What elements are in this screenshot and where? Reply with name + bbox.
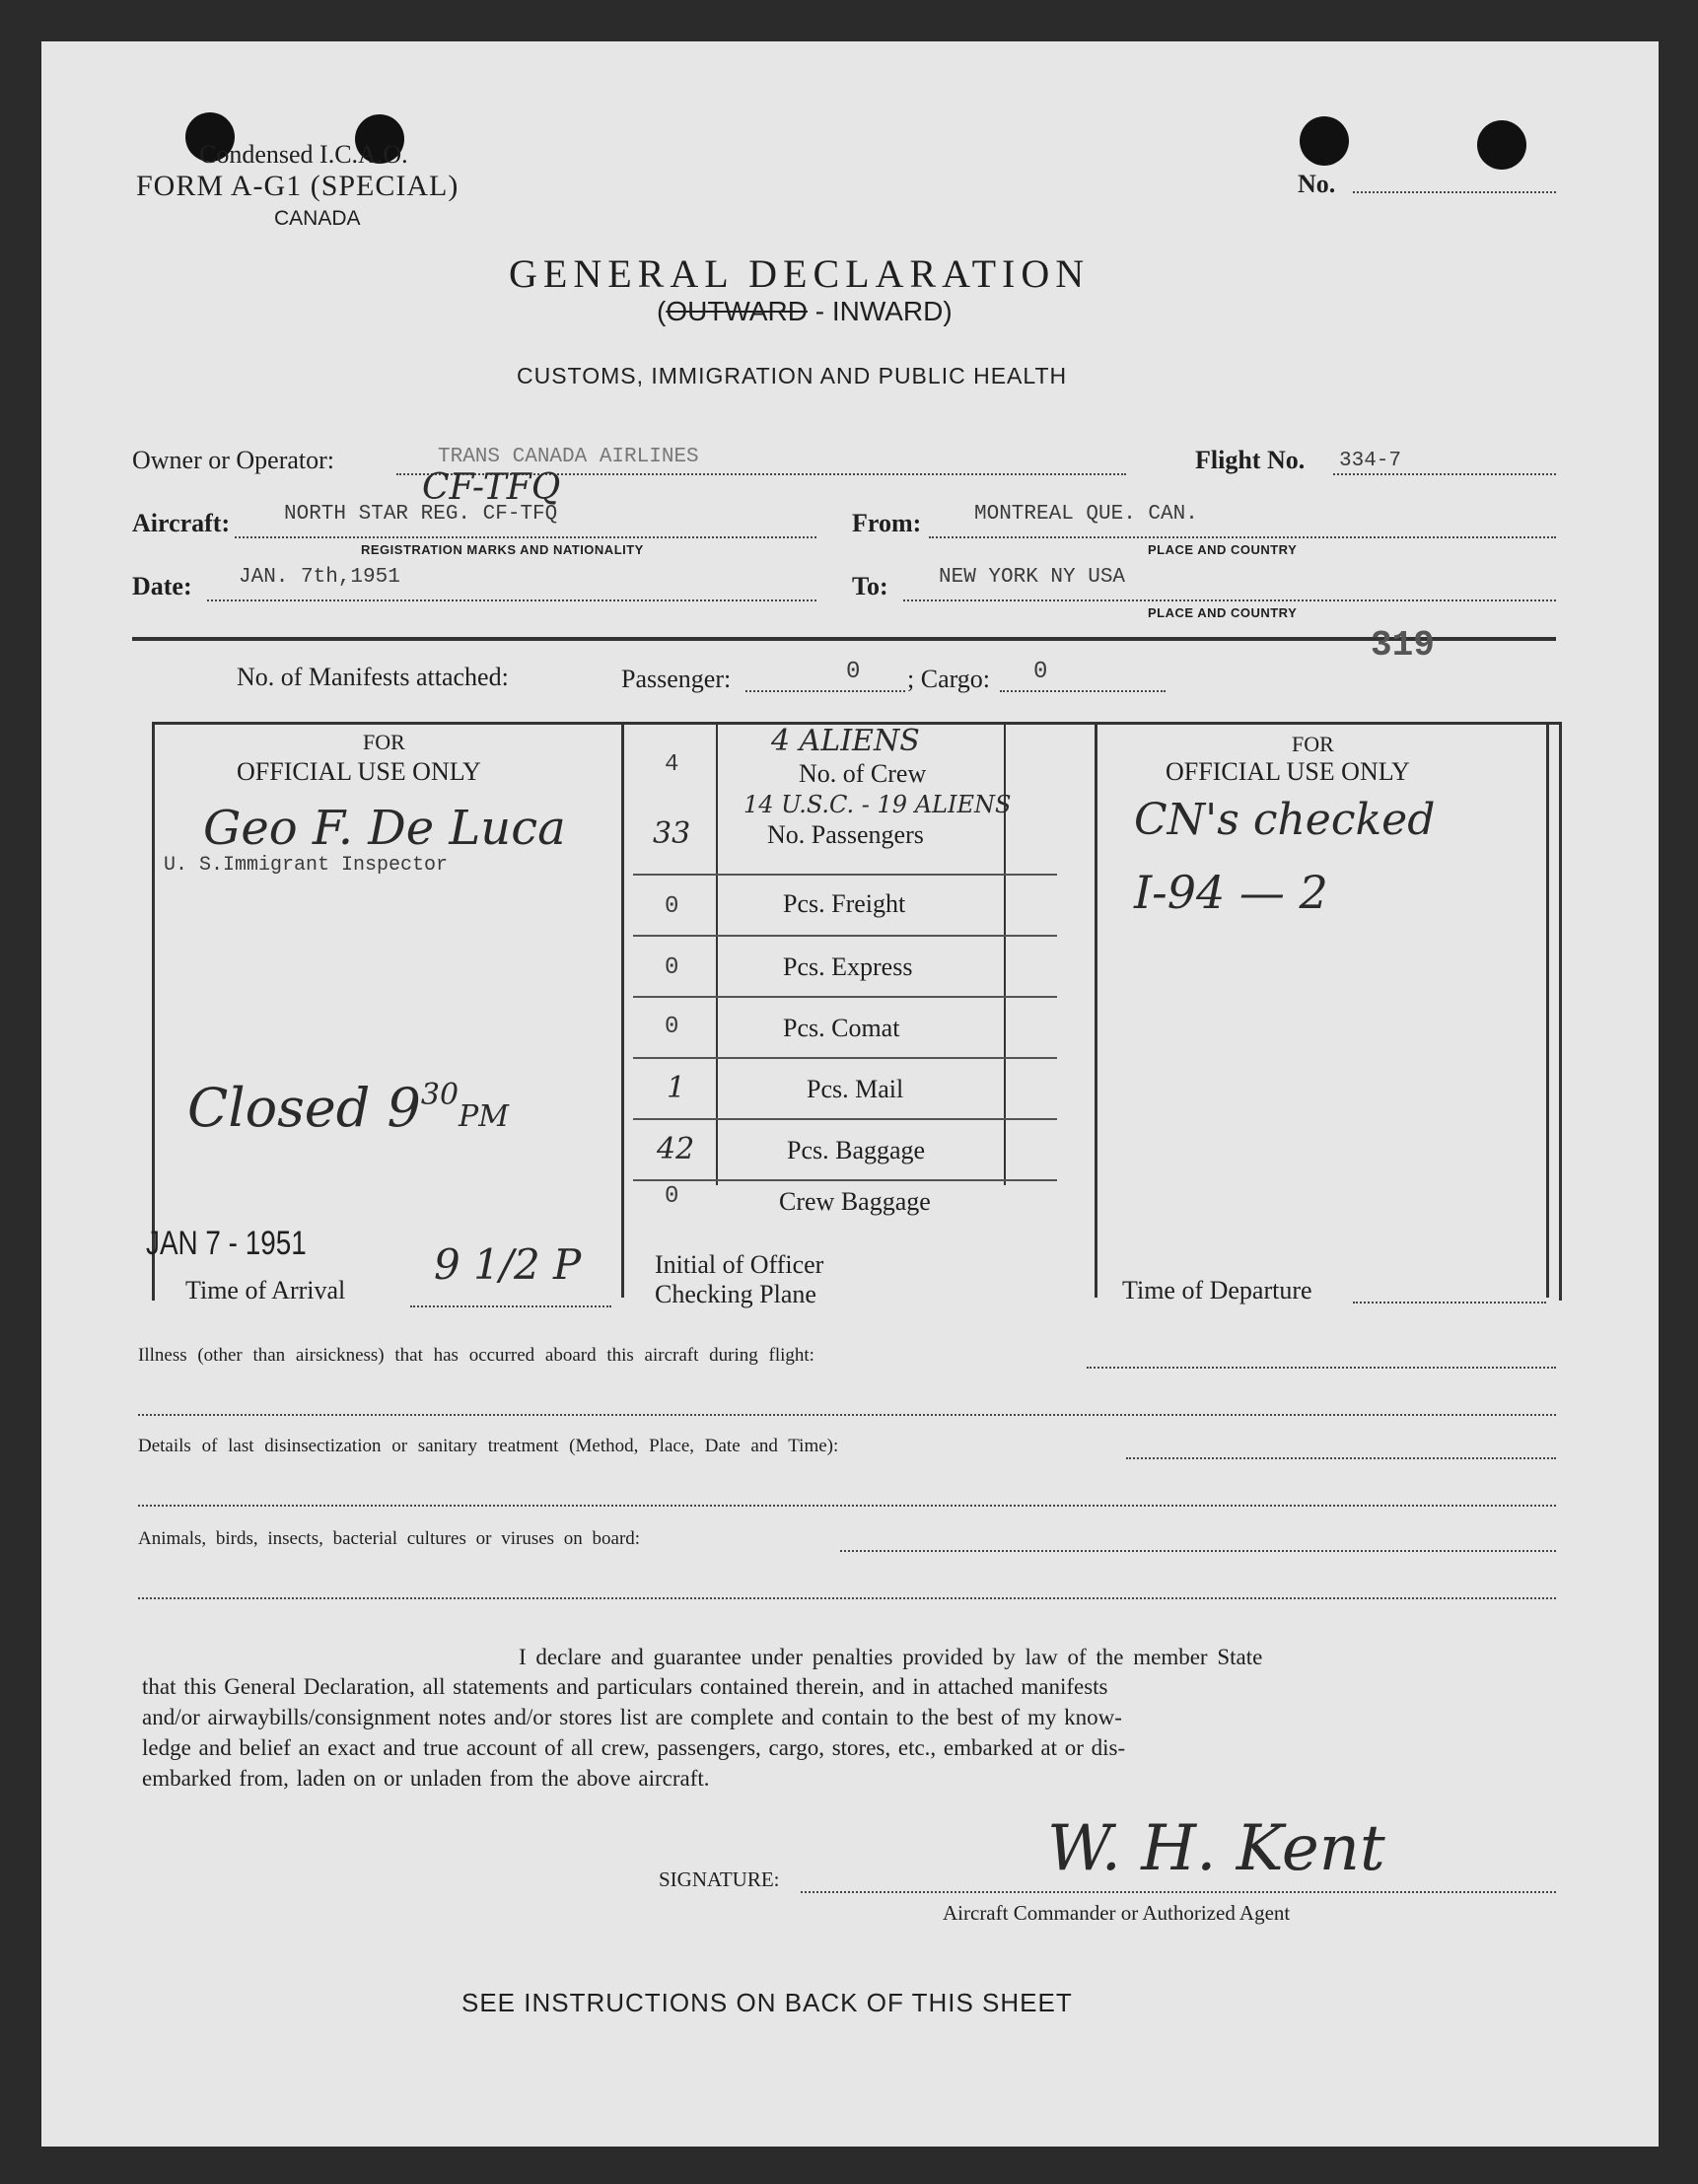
row-value: 0 (665, 1183, 679, 1210)
owner-value: TRANS CANADA AIRLINES (438, 446, 699, 468)
right-note-2: I-94 — 2 (1134, 866, 1328, 919)
row-note: 14 U.S.C. - 19 ALIENS (743, 791, 1012, 818)
flight-value: 334-7 (1339, 450, 1402, 472)
aircraft-handwritten: CF-TFQ (422, 467, 561, 508)
table-row (631, 1177, 1085, 1238)
to-field[interactable] (903, 599, 1556, 601)
punch-hole (1300, 116, 1349, 166)
row-separator (633, 874, 1057, 876)
signature-field[interactable] (801, 1891, 1556, 1893)
illness-label: Illness (other than airsickness) that has occurred aboard this aircraft during flight: (138, 1345, 814, 1366)
declaration-line-5: embarked from, laden on or unladen from the above aircraft. (142, 1766, 710, 1791)
row-label: Pcs. Comat (783, 1014, 900, 1042)
arrival-time: 9 1/2 P (434, 1240, 582, 1289)
row-value: 0 (665, 893, 679, 920)
row-separator (633, 996, 1057, 998)
left-official-label: OFFICIAL USE ONLY (237, 757, 481, 786)
passenger-value: 0 (846, 659, 861, 685)
row-label: Pcs. Baggage (787, 1136, 926, 1164)
row-label: Pcs. Express (783, 952, 913, 981)
animals-field[interactable] (840, 1550, 1556, 1552)
from-label: From: (852, 509, 922, 537)
initial-label-2: Checking Plane (655, 1280, 816, 1308)
row-value: 1 (667, 1071, 686, 1105)
outward-struck: OUTWARD (666, 296, 808, 326)
form-country: CANADA (274, 207, 361, 230)
to-caption: PLACE AND COUNTRY (1148, 605, 1298, 620)
from-field[interactable] (929, 536, 1556, 538)
closed-pm: PM (459, 1099, 509, 1134)
row-value: 0 (665, 1014, 679, 1040)
row-value: 0 (665, 954, 679, 981)
aircraft-label: Aircraft: (132, 509, 231, 537)
row-note: 4 ALIENS (771, 724, 920, 758)
row-label: No. of Crew (799, 759, 927, 788)
commander-signature: W. H. Kent (1047, 1812, 1385, 1885)
aircraft-caption: REGISTRATION MARKS AND NATIONALITY (361, 542, 644, 557)
box-divider-left (621, 722, 624, 1298)
row-value: 42 (657, 1132, 695, 1166)
title-direction (657, 296, 953, 327)
row-value: 4 (665, 751, 679, 778)
aircraft-field[interactable] (235, 536, 816, 538)
row-label: Crew Baggage (779, 1187, 931, 1216)
page-subtitle: CUSTOMS, IMMIGRATION AND PUBLIC HEALTH (517, 363, 1068, 388)
signature-label: SIGNATURE: (659, 1867, 780, 1891)
from-caption: PLACE AND COUNTRY (1148, 542, 1298, 557)
row-separator (633, 935, 1057, 937)
manifests-label: No. of Manifests attached: (237, 663, 509, 691)
flight-label: Flight No. (1195, 446, 1306, 474)
row-value: 33 (653, 816, 691, 851)
passenger-field[interactable] (745, 690, 905, 692)
disinsect-field-line2[interactable] (138, 1505, 1556, 1507)
row-label: No. Passengers (767, 820, 924, 849)
declaration-line-3: and/or airwaybills/consignment notes and/or stores list are complete and contain to the best of my know- (142, 1705, 1122, 1729)
row-separator (633, 1118, 1057, 1120)
form-sheet (41, 41, 1659, 2147)
table-row (631, 791, 1085, 872)
header-divider (132, 637, 1556, 641)
table-row (631, 1116, 1085, 1177)
animals-field-line2[interactable] (138, 1597, 1556, 1599)
row-label: Pcs. Mail (807, 1075, 904, 1103)
date-value: JAN. 7th,1951 (239, 566, 400, 589)
open-paren: ( (657, 296, 667, 326)
illness-field-line2[interactable] (138, 1414, 1556, 1416)
aircraft-value: NORTH STAR REG. CF-TFQ (284, 503, 558, 526)
flight-field[interactable] (1333, 473, 1556, 475)
inspector-title: U. S.Immigrant Inspector (164, 854, 449, 877)
from-value: MONTREAL QUE. CAN. (974, 503, 1198, 526)
initial-label-1: Initial of Officer (655, 1250, 824, 1279)
table-row (631, 994, 1085, 1055)
closed-minutes: 30 (420, 1078, 460, 1112)
right-official-label: OFFICIAL USE ONLY (1166, 757, 1410, 786)
departure-field[interactable] (1353, 1302, 1546, 1303)
table-row (631, 872, 1085, 933)
left-for-label: FOR (363, 730, 405, 754)
disinsect-field[interactable] (1126, 1457, 1556, 1459)
illness-field[interactable] (1087, 1367, 1556, 1369)
form-name: FORM A-G1 (SPECIAL) (136, 170, 460, 202)
departure-label: Time of Departure (1122, 1276, 1312, 1304)
disinsect-label: Details of last disinsectization or sanitary treatment (Method, Place, Date and Time): (138, 1436, 839, 1456)
box-inner-right (1546, 722, 1549, 1298)
date-label: Date: (132, 572, 192, 600)
animals-label: Animals, birds, insects, bacterial cultures or viruses on board: (138, 1528, 641, 1549)
page-title: GENERAL DECLARATION (509, 251, 1091, 296)
number-field[interactable] (1353, 191, 1556, 193)
inward-label: - INWARD) (814, 296, 953, 326)
signature-caption: Aircraft Commander or Authorized Agent (943, 1901, 1291, 1925)
right-note-1: CN's checked (1134, 795, 1436, 845)
declaration-line-1: I declare and guarantee under penalties provided by law of the member State (519, 1645, 1263, 1669)
arrival-label: Time of Arrival (185, 1276, 346, 1304)
cargo-field[interactable] (1000, 690, 1166, 692)
box-divider-right (1095, 722, 1097, 1298)
declaration-line-2: that this General Declaration, all statements and particulars contained therein, and in attached manifests (142, 1674, 1108, 1699)
cargo-value: 0 (1033, 659, 1048, 685)
row-separator (633, 1179, 1057, 1181)
closed-note (187, 1077, 509, 1139)
punch-hole (1477, 120, 1526, 170)
closed-text: Closed 9 (187, 1077, 421, 1139)
arrival-field[interactable] (410, 1305, 611, 1307)
inspector-signature: Geo F. De Luca (203, 801, 566, 856)
number-label: No. (1298, 170, 1336, 198)
to-label: To: (852, 572, 888, 600)
icao-line: Condensed I.C.A.O. (199, 140, 408, 169)
to-value: NEW YORK NY USA (939, 566, 1126, 589)
owner-label: Owner or Operator: (132, 446, 335, 474)
row-separator (633, 1057, 1057, 1059)
stamp-number: 319 (1371, 625, 1435, 666)
right-for-label: FOR (1292, 732, 1334, 756)
cargo-label: ; Cargo: (907, 665, 991, 693)
table-row (631, 1055, 1085, 1116)
footer-instructions: SEE INSTRUCTIONS ON BACK OF THIS SHEET (461, 1988, 1073, 2017)
declaration-line-4: ledge and belief an exact and true account of all crew, passengers, cargo, stores, etc., embarked at or dis- (142, 1735, 1126, 1760)
date-field[interactable] (207, 599, 816, 601)
row-label: Pcs. Freight (783, 889, 906, 918)
arrival-date-stamp: JAN 7 - 1951 (146, 1225, 307, 1262)
passenger-label: Passenger: (621, 665, 732, 693)
table-row (631, 933, 1085, 994)
